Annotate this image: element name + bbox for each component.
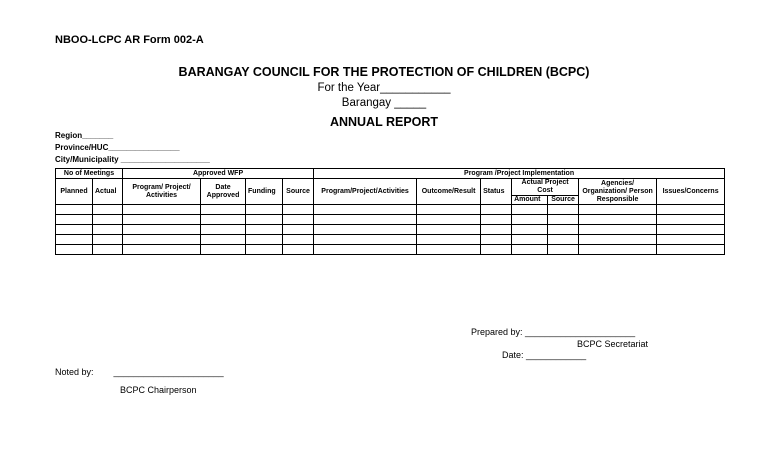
header-actual: Actual	[93, 179, 123, 205]
prepared-by-role: BCPC Secretariat	[577, 339, 649, 349]
report-table	[55, 168, 725, 255]
header-amount: Amount	[512, 196, 548, 205]
header-issues: Issues/Concerns	[657, 179, 725, 205]
prepared-by-line: Prepared by: ______________________	[471, 327, 636, 337]
report-title: ANNUAL REPORT	[329, 115, 439, 129]
table-row	[56, 205, 725, 215]
table-row	[56, 245, 725, 255]
header-source: Source	[283, 179, 314, 205]
form-code: NBOO-LCPC AR Form 002-A	[55, 34, 204, 46]
barangay-line: Barangay _____	[341, 97, 427, 109]
city-line: City/Municipality ____________________	[55, 155, 210, 164]
header-program-wfp: Program/ Project/ Activities	[123, 179, 201, 205]
table-row	[56, 235, 725, 245]
header-status: Status	[481, 179, 512, 205]
header-actual-cost: Actual Project Cost	[512, 179, 579, 196]
date-line: Date: ____________	[502, 350, 587, 360]
page-title: BARANGAY COUNCIL FOR THE PROTECTION OF CHILDREN (BCPC)	[178, 65, 590, 79]
group-header-implementation: Program /Project Implementation	[314, 169, 725, 179]
table-row	[56, 215, 725, 225]
header-date-approved: Date Approved	[201, 179, 246, 205]
group-header-meetings: No of Meetings	[56, 169, 123, 179]
header-program-implementation: Program/Project/Activities	[314, 179, 417, 205]
group-header-wfp: Approved WFP	[123, 169, 314, 179]
province-line: Province/HUC________________	[55, 143, 180, 152]
region-line: Region_______	[55, 131, 114, 140]
noted-by-role: BCPC Chairperson	[120, 385, 197, 395]
header-planned: Planned	[56, 179, 93, 205]
header-outcome: Outcome/Result	[417, 179, 481, 205]
header-funding: Funding	[246, 179, 283, 205]
header-cost-source: Source	[548, 196, 579, 205]
table-row	[56, 225, 725, 235]
noted-by-line: Noted by: ______________________	[55, 367, 224, 377]
year-line: For the Year___________	[317, 82, 451, 94]
header-agencies: Agencies/ Organization/ Person Responsible	[579, 179, 657, 205]
